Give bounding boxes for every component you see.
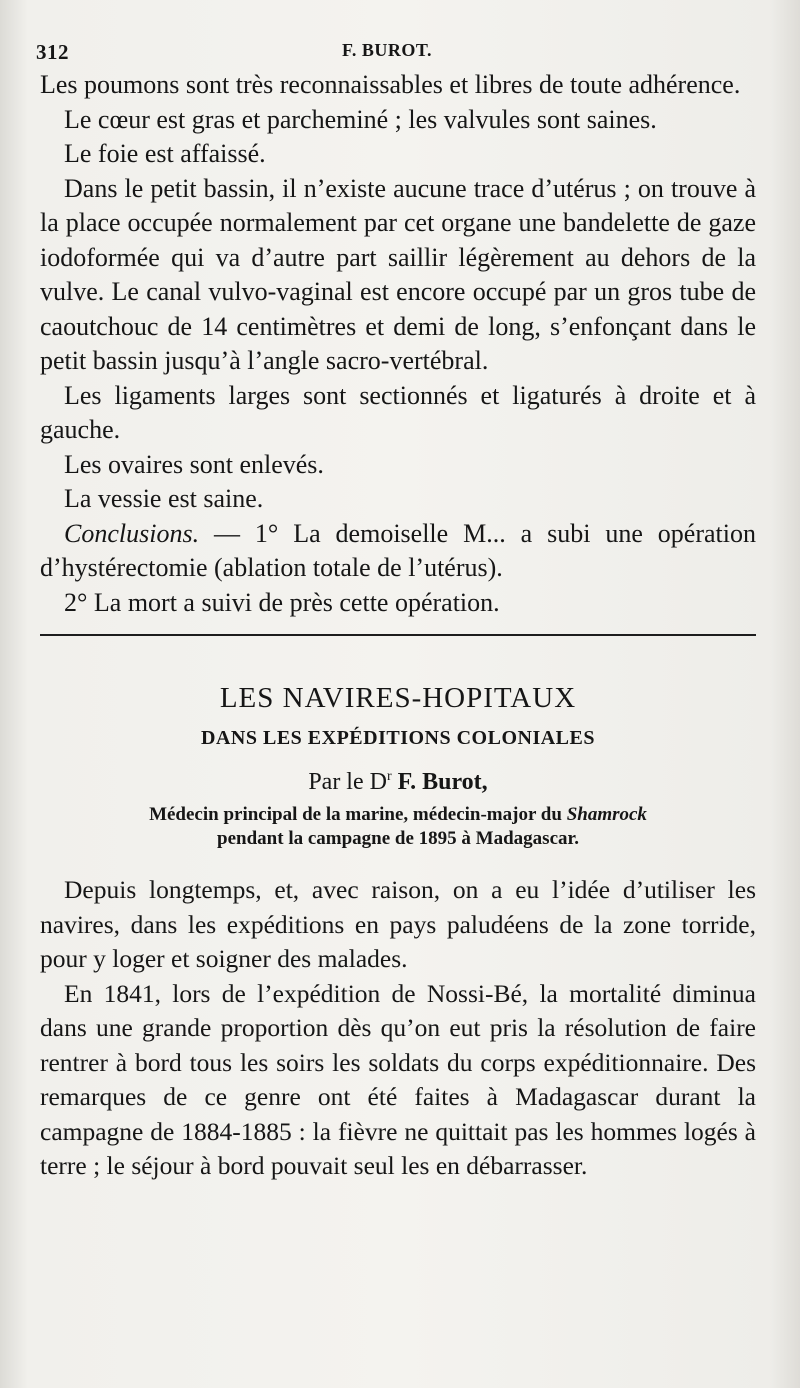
article-paragraph: Depuis longtemps, et, avec raison, on a eu l’idée d’utiliser les navires, dans les expéditions en pays paludéens de la zone torride, pour y loger et soigner des malades.	[40, 875, 756, 973]
article-body	[40, 873, 756, 1184]
byline-author: F. Burot,	[397, 769, 488, 795]
affiliation-role: Médecin principal de la marine, médecin-major du	[149, 804, 567, 825]
autopsy-section	[40, 68, 756, 620]
byline-prefix: Par le D	[308, 769, 387, 795]
affiliation-line-1	[40, 803, 756, 827]
paragraph-pelvis: Dans le petit bassin, il n’existe aucune trace d’utérus ; on trouve à la place occupée normalement par cet organe une bandelette de gaze iodoformée qui va d’autre part saillir légèrement au dehors de la vulve. Le canal vulvo-vaginal est encore occupé par un gros tube de caoutchouc de 14 centimètres et demi de long, s’enfonçant dans le petit bassin jusqu’à l’angle sacro-vertébral.	[40, 173, 756, 375]
paragraph-heart: Le cœur est gras et parcheminé ; les valvules sont saines.	[64, 104, 657, 134]
author-affiliation	[40, 803, 756, 851]
article-subtitle: DANS LES EXPÉDITIONS COLONIALES	[201, 727, 595, 749]
page-number: 312	[36, 40, 69, 64]
byline-sup: r	[386, 769, 392, 784]
conclusions-label: Conclusions.	[64, 518, 200, 548]
paragraph-conclusion-2: 2° La mort a suivi de près cette opération.	[64, 587, 500, 617]
running-head	[36, 28, 756, 68]
byline	[40, 760, 756, 799]
affiliation-ship: Shamrock	[566, 804, 647, 825]
paragraph-ligaments: Les ligaments larges sont sectionnés et ligaturés à droite et à gauche.	[40, 380, 756, 444]
running-title: F. BUROT.	[342, 40, 433, 60]
article-heading	[40, 680, 756, 851]
paragraph-lungs: Les poumons sont très reconnaissables et libres de toute adhérence.	[40, 70, 741, 99]
paragraph-liver: Le foie est affaissé.	[64, 139, 266, 168]
section-divider	[40, 634, 756, 636]
article-paragraph: En 1841, lors de l’expédition de Nossi-Bé, la mortalité diminua dans une grande proportion dès qu’on eut pris la résolution de faire rentrer à bord tous les soirs les soldats du corps expéditionnaire. Des remarques de ce genre ont été faites à Madagascar durant la campagne de 1884-1885 : la fièvre ne quittait pas les hommes logés à terre ; le séjour à bord pouvait seul les en débarrasser.	[40, 978, 756, 1180]
paragraph-bladder: La vessie est saine.	[64, 484, 264, 513]
paragraph-conclusion-1	[40, 517, 756, 586]
paragraph-ovaries: Les ovaires sont enlevés.	[64, 449, 324, 479]
article-title: LES NAVIRES-HOPITAUX	[219, 682, 577, 714]
affiliation-line-2: pendant la campagne de 1895 à Madagascar.	[217, 828, 579, 849]
conclusion-1-text: — 1° La demoiselle M... a subi une opération d’hystérectomie (ablation totale de l’utérus).	[40, 518, 756, 582]
